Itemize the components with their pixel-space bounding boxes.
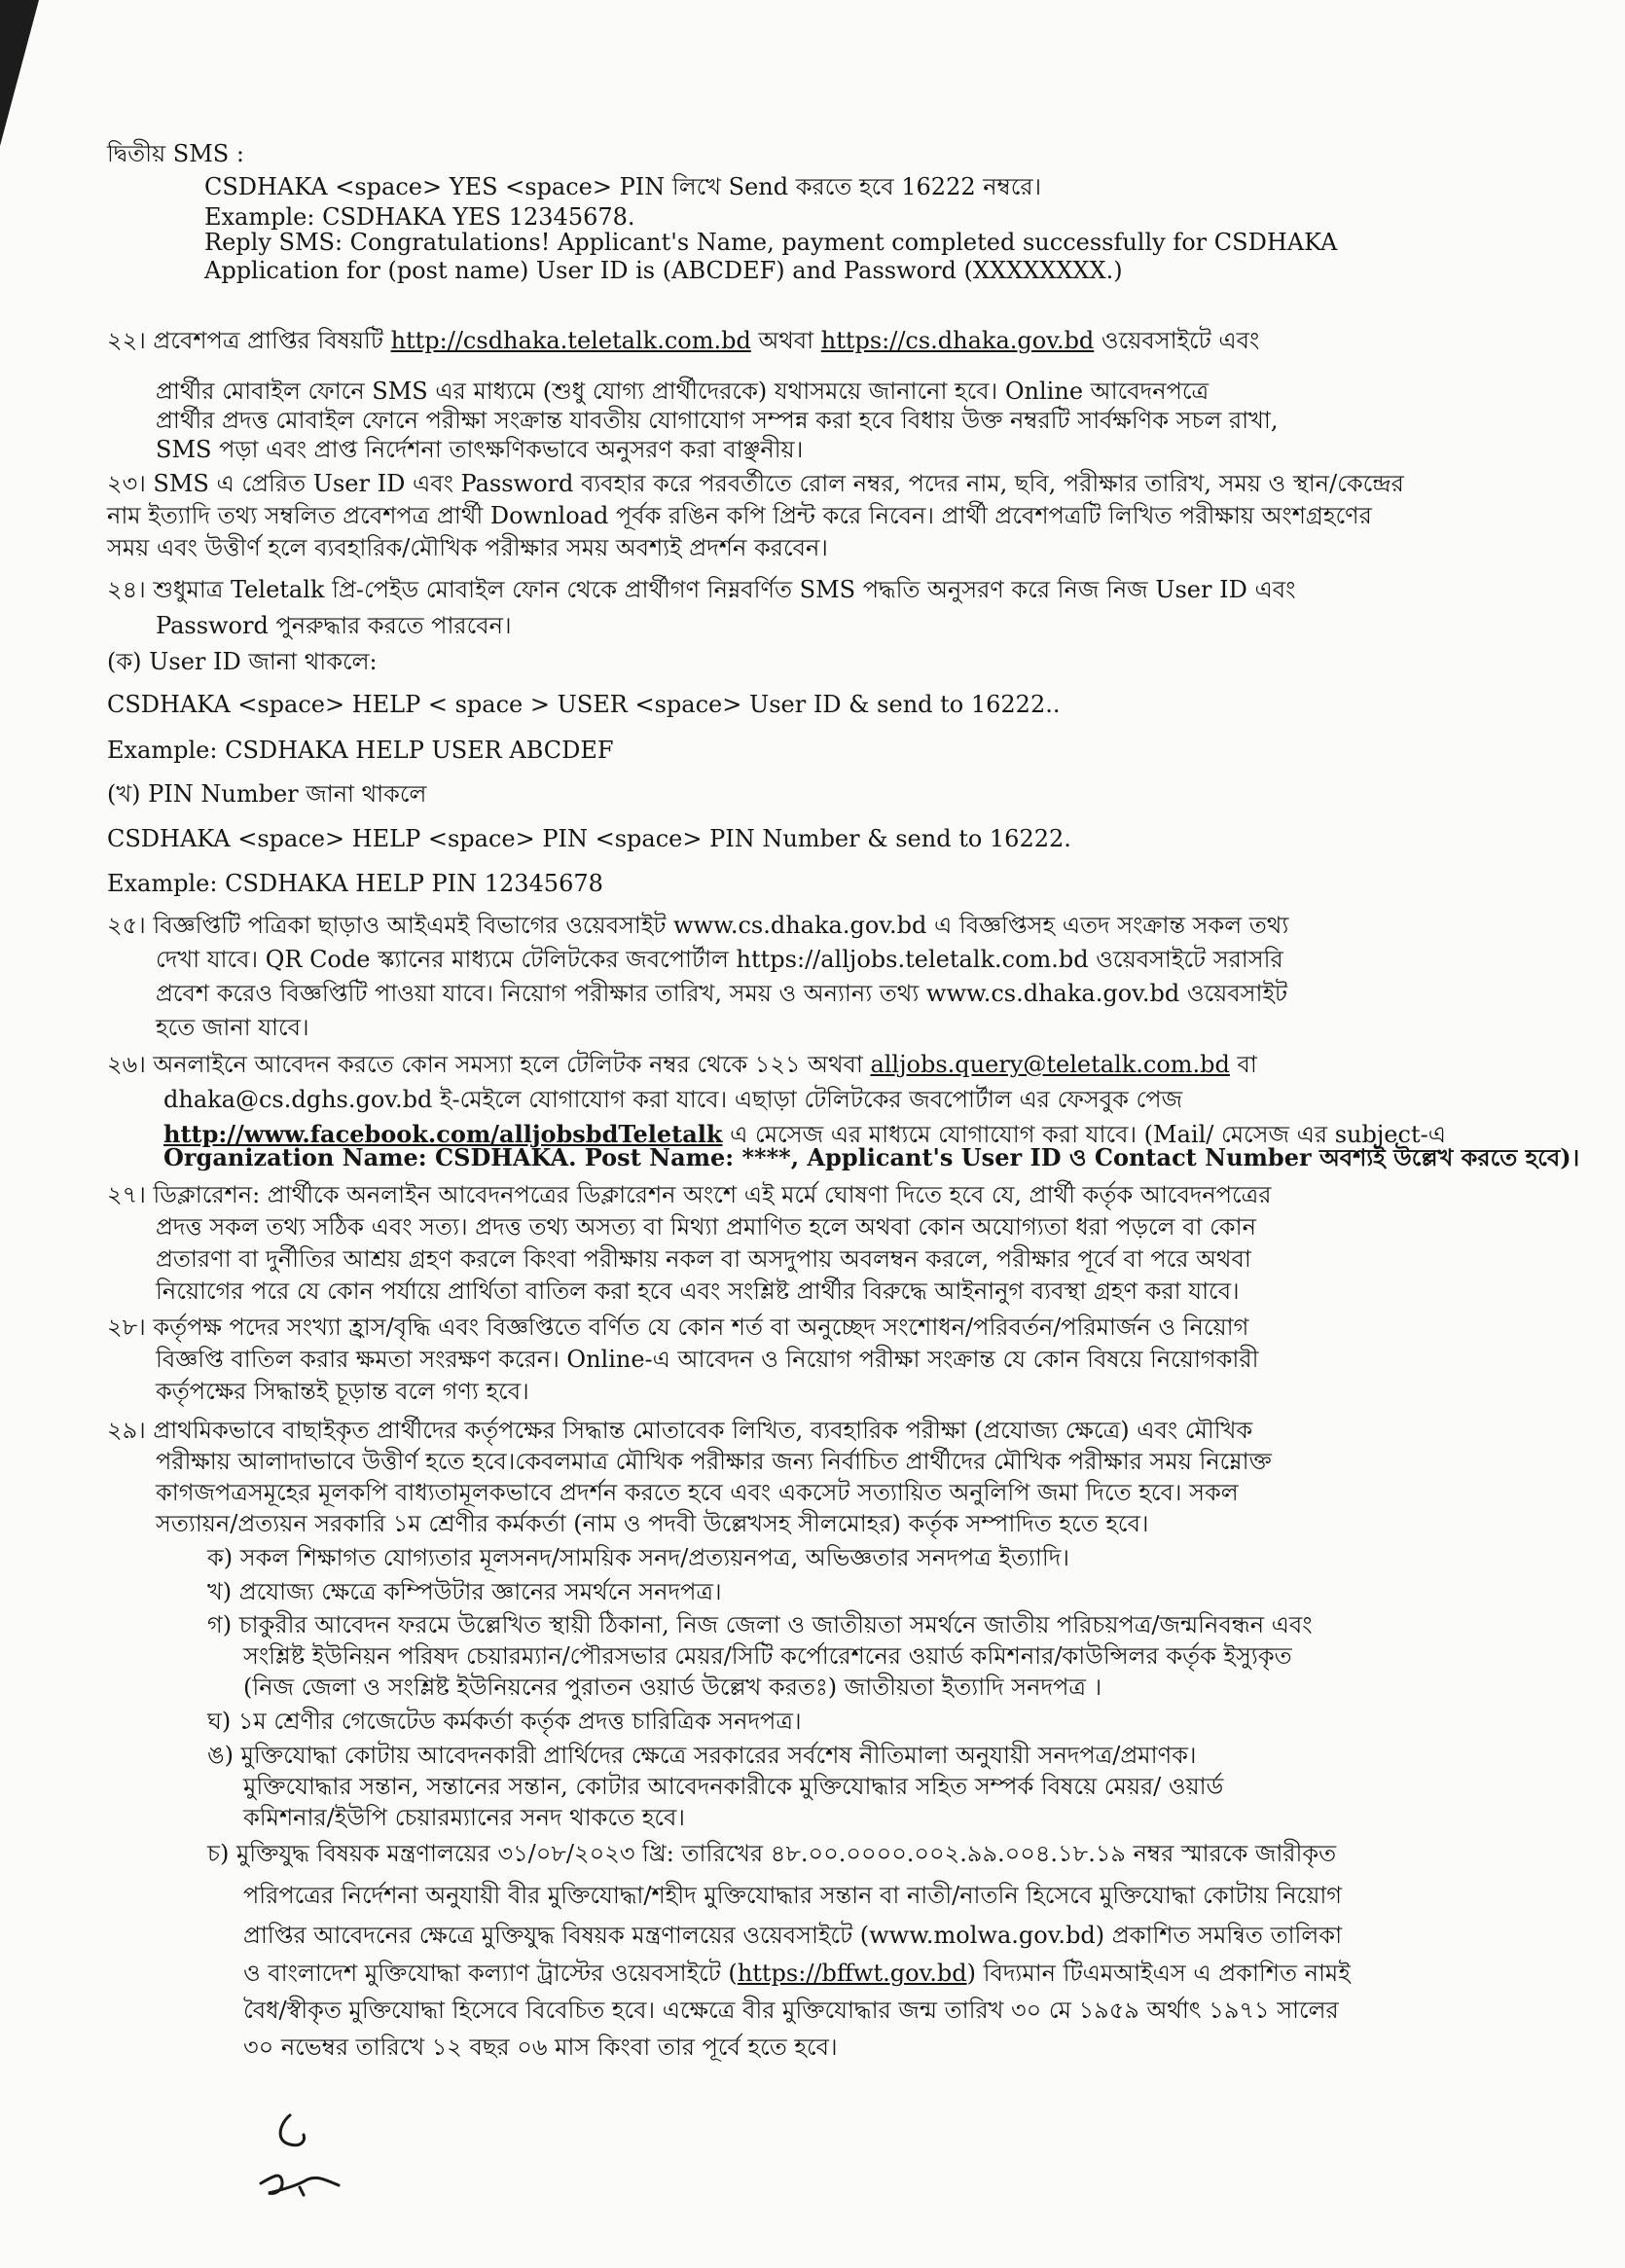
para-22-line3: প্রার্থীর প্রদত্ত মোবাইল ফোনে পরীক্ষা সংক্রান্ত যাবতীয় যোগাযোগ সম্পন্ন করা হবে বিধায় উক্ত নম্বরটি সার্বক্ষণিক সচল রাখা, [156, 407, 1279, 434]
para-29-line4: সত্যায়ন/প্রত্যয়ন সরকারি ১ম শ্রেণীর কর্মকর্তা (নাম ও পদবী উল্লেখসহ সীলমোহর) কর্তৃক সম্পাদিত হতে হবে। [156, 1510, 1149, 1537]
para-26-line4: Organization Name: CSDHAKA. Post Name: ****, Applicant's User ID ও Contact Number অবশ্যই উল্লেখ করতে হবে)। [163, 1143, 1580, 1171]
csdhaka-teletalk-link[interactable]: http://csdhaka.teletalk.com.bd [390, 327, 751, 354]
para-24-ka-heading: (ক) User ID জানা থাকলে: [107, 648, 378, 675]
para-26-line2: dhaka@cs.dghs.gov.bd ই-মেইলে যোগাযোগ করা যাবে। এছাড়া টেলিটকের জবপোর্টাল এর ফেসবুক পেজ [163, 1086, 1183, 1113]
scan-corner-shadow [0, 0, 39, 146]
para-29-line3: কাগজপত্রসমূহের মূলকপি বাধ্যতামূলকভাবে প্রদর্শন করতে হবে এবং একসেট সত্যায়িত অনুলিপি জমা দিতে হবে। সকল [156, 1479, 1239, 1506]
para-29-item-ga-line1: গ) চাকুরীর আবেদন ফরমে উল্লেখিত স্থায়ী ঠিকানা, নিজ জেলা ও জাতীয়তা সমর্থনে জাতীয় পরিচয়পত্র/জন্মনিবন্ধন এবং [207, 1611, 1313, 1638]
para-25-line2: দেখা যাবে। QR Code স্ক্যানের মাধ্যমে টেলিটকের জবপোর্টাল https://alljobs.teletalk.com.bd ওয়েবসাইটে সরাসরি [156, 946, 1283, 973]
para-28-line3: কর্তৃপক্ষের সিদ্ধান্তই চূড়ান্ত বলে গণ্য হবে। [156, 1378, 529, 1405]
second-sms-heading: দ্বিতীয় SMS : [107, 140, 244, 167]
second-sms-example: Example: CSDHAKA YES 12345678. [204, 203, 635, 231]
para-22-line2: প্রার্থীর মোবাইল ফোনে SMS এর মাধ্যমে (শুধু যোগ্য প্রার্থীদেরকে) যথাসময়ে জানানো হবে। Online আবেদনপত্রে [156, 378, 1210, 405]
para-24-ka-sms-format: CSDHAKA <space> HELP < space > USER <space> User ID & send to 16222.. [107, 691, 1061, 718]
alljobs-query-email-link[interactable]: alljobs.query@teletalk.com.bd [870, 1051, 1230, 1078]
para-29-item-ga-line2: সংশ্লিষ্ট ইউনিয়ন পরিষদ চেয়ারম্যান/পৌরসভার মেয়র/সিটি কর্পোরেশনের ওয়ার্ড কমিশনার/কাউন্সিলর কর্তৃক ইস্যুকৃত [243, 1642, 1292, 1670]
para-29-item-cha-line3: প্রাপ্তির আবেদনের ক্ষেত্রে মুক্তিযুদ্ধ বিষয়ক মন্ত্রণালয়ের ওয়েবসাইটে (www.molwa.gov.bd) প্রকাশিত সমন্বিত তালিকা [243, 1922, 1343, 1949]
second-sms-format: CSDHAKA <space> YES <space> PIN লিখে Send করতে হবে 16222 নম্বরে। [204, 173, 1042, 200]
bffwt-link[interactable]: https://bffwt.gov.bd [737, 1960, 967, 1987]
para-29-item-uo-line2: মুক্তিযোদ্ধার সন্তান, সন্তানের সন্তান, কোটার আবেদনকারীকে মুক্তিযোদ্ধার সহিত সম্পর্ক বিষয়ে মেয়র/ ওয়ার্ড [243, 1773, 1224, 1800]
para-29-item-uo-line1: ঙ) মুক্তিযোদ্ধা কোটায় আবেদনকারী প্রার্থিদের ক্ষেত্রে সরকারের সর্বশেষ নীতিমালা অনুযায়ী সনদপত্র/প্রমাণক। [207, 1742, 1197, 1769]
para-24-kha-sms-format: CSDHAKA <space> HELP <space> PIN <space> PIN Number & send to 16222. [107, 825, 1071, 852]
para-29-item-cha-line5: বৈধ/স্বীকৃত মুক্তিযোদ্ধা হিসেবে বিবেচিত হবে। এক্ষেত্রে বীর মুক্তিযোদ্ধার জন্ম তারিখ ৩০ মে ১৯৫৯ অর্থাৎ ১৯৭১ সালের [243, 1997, 1339, 2024]
para-26-line3: http://www.facebook.com/alljobsbdTeletalk এ মেসেজ এর মাধ্যমে যোগাযোগ করা যাবে। (Mail/ মেসেজ এর subject-এ [163, 1120, 1446, 1148]
para-23-line3: সময় এবং উত্তীর্ণ হলে ব্যবহারিক/মৌখিক পরীক্ষার সময় অবশ্যই প্রদর্শন করবেন। [107, 534, 828, 561]
para-27-line3: প্রতারণা বা দুর্নীতির আশ্রয় গ্রহণ করলে কিংবা পরীক্ষায় নকল বা অসদুপায় অবলম্বন করলে, পরীক্ষার পূর্বে বা পরে অথবা [156, 1245, 1251, 1273]
para-29-line2: পরীক্ষায় আলাদাভাবে উত্তীর্ণ হতে হবে।কেবলমাত্র মৌখিক পরীক্ষার জন্য নির্বাচিত প্রার্থীদের মৌখিক পরীক্ষার সময় নিম্নোক্ত [156, 1448, 1272, 1475]
para-26-line1: ২৬। অনলাইনে আবেদন করতে কোন সমস্যা হলে টেলিটক নম্বর থেকে ১২১ অথবা alljobs.query@teletalk.com.bd বা [107, 1051, 1257, 1078]
facebook-page-link[interactable]: http://www.facebook.com/alljobsbdTeletalk [163, 1120, 723, 1148]
para-29-item-cha-line6: ৩০ নভেম্বর তারিখে ১২ বছর ০৬ মাস কিংবা তার পূর্বে হতে হবে। [243, 2034, 838, 2061]
para-23-line2: নাম ইত্যাদি তথ্য সম্বলিত প্রবেশপত্র প্রার্থী Download পূর্বক রঙিন কপি প্রিন্ট করে নিবেন। প্রার্থী প্রবেশপত্রটি লিখিত পরীক্ষায় অংশগ্রহণের [107, 502, 1372, 529]
para-24-ka-example: Example: CSDHAKA HELP USER ABCDEF [107, 737, 614, 764]
para-29-item-cha-line2: পরিপত্রের নির্দেশনা অনুযায়ী বীর মুক্তিযোদ্ধা/শহীদ মুক্তিযোদ্ধার সন্তান বা নাতী/নাতনি হিসেবে মুক্তিযোদ্ধা কোটায় নিয়োগ [243, 1882, 1343, 1909]
para-24-line1: ২৪। শুধুমাত্র Teletalk প্রি-পেইড মোবাইল ফোন থেকে প্রার্থীগণ নিম্নবর্ণিত SMS পদ্ধতি অনুসরণ করে নিজ নিজ User ID এবং [107, 576, 1296, 603]
para-22-line1: ২২। প্রবেশপত্র প্রাপ্তির বিষয়টি http://csdhaka.teletalk.com.bd অথবা https://cs.dhaka.gov.bd ওয়েবসাইটে এবং [107, 327, 1260, 354]
para-29-item-ka: ক) সকল শিক্ষাগত যোগ্যতার মূলসনদ/সাময়িক সনদ/প্রত্যয়নপত্র, অভিজ্ঞতার সনদপত্র ইত্যাদি। [207, 1544, 1069, 1571]
para-27-line4: নিয়োগের পরে যে কোন পর্যায়ে প্রার্থিতা বাতিল করা হবে এবং সংশ্লিষ্ট প্রার্থীর বিরুদ্ধে আইনানুগ ব্যবস্থা গ্রহণ করা যাবে। [156, 1278, 1240, 1305]
para-23-line1: ২৩। SMS এ প্রেরিত User ID এবং Password ব্যবহার করে পরবর্তীতে রোল নম্বর, পদের নাম, ছবি, পরীক্ষার তারিখ, সময় ও স্থান/কেন্দ্রের [107, 470, 1404, 497]
para-25-line1: ২৫। বিজ্ঞপ্তিটি পত্রিকা ছাড়াও আইএমই বিভাগের ওয়েবসাইট www.cs.dhaka.gov.bd এ বিজ্ঞপ্তিসহ এতদ সংক্রান্ত সকল তথ্য [107, 912, 1289, 939]
para-28-line2: বিজ্ঞপ্তি বাতিল করার ক্ষমতা সংরক্ষণ করেন। Online-এ আবেদন ও নিয়োগ পরীক্ষা সংক্রান্ত যে কোন বিষয়ে নিয়োগকারী [156, 1346, 1259, 1373]
para-24-kha-example: Example: CSDHAKA HELP PIN 12345678 [107, 870, 603, 897]
para-25-line4: হতে জানা যাবে। [156, 1014, 309, 1041]
para-27-line2: প্রদত্ত সকল তথ্য সঠিক এবং সত্য। প্রদত্ত তথ্য অসত্য বা মিথ্যা প্রমাণিত হলে অথবা কোন অযোগ্যতা ধরা পড়লে বা কোন [156, 1213, 1256, 1241]
para-29-item-ga-line3: (নিজ জেলা ও সংশ্লিষ্ট ইউনিয়নের পুরাতন ওয়ার্ড উল্লেখ করতঃ) জাতীয়তা ইত্যাদি সনদপত্র । [243, 1674, 1102, 1701]
para-29-item-cha-line4: ও বাংলাদেশ মুক্তিযোদ্ধা কল্যাণ ট্রাস্টের ওয়েবসাইটে (https://bffwt.gov.bd) বিদ্যমান টিএমআইএস এ প্রকাশিত নামই [243, 1960, 1351, 1987]
signature-mark [251, 2102, 387, 2209]
second-sms-reply-line2: Application for (post name) User ID is (ABCDEF) and Password (XXXXXXXX.) [204, 257, 1123, 284]
para-29-item-kha: খ) প্রযোজ্য ক্ষেত্রে কম্পিউটার জ্ঞানের সমর্থনে সনদপত্র। [207, 1578, 722, 1605]
second-sms-reply-line1: Reply SMS: Congratulations! Applicant's Name, payment completed successfully for CSDHAKA [204, 229, 1338, 256]
para-29-item-uo-line3: কমিশনার/ইউপি চেয়ারম্যানের সনদ থাকতে হবে। [243, 1804, 685, 1831]
para-29-line1: ২৯। প্রাথমিকভাবে বাছাইকৃত প্রার্থীদের কর্তৃপক্ষের সিদ্ধান্ত মোতাবেক লিখিত, ব্যবহারিক পরীক্ষা (প্রযোজ্য ক্ষেত্রে) এবং মৌখিক [107, 1417, 1253, 1444]
para-25-line3: প্রবেশ করেও বিজ্ঞপ্তিটি পাওয়া যাবে। নিয়োগ পরীক্ষার তারিখ, সময় ও অন্যান্য তথ্য www.cs.dhaka.gov.bd ওয়েবসাইট [156, 980, 1288, 1007]
para-27-line1: ২৭। ডিক্লারেশন: প্রার্থীকে অনলাইন আবেদনপত্রের ডিক্লারেশন অংশে এই মর্মে ঘোষণা দিতে হবে যে, প্রার্থী কর্তৃক আবেদনপত্রের [107, 1181, 1272, 1208]
para-22-line4: SMS পড়া এবং প্রাপ্ত নির্দেশনা তাৎক্ষণিকভাবে অনুসরণ করা বাঞ্ছনীয়। [156, 436, 804, 463]
para-29-item-cha-line1: চ) মুক্তিযুদ্ধ বিষয়ক মন্ত্রণালয়ের ৩১/০৮/২০২৩ খ্রি: তারিখের ৪৮.০০.০০০০.০০২.৯৯.০০৪.১৮.১৯ নম্বর স্মারকে জারীকৃত [207, 1840, 1337, 1867]
cs-dhaka-gov-link[interactable]: https://cs.dhaka.gov.bd [820, 327, 1095, 354]
para-29-item-gha: ঘ) ১ম শ্রেণীর গেজেটেড কর্মকর্তা কর্তৃক প্রদত্ত চারিত্রিক সনদপত্র। [207, 1708, 802, 1735]
para-24-line2: Password পুনরুদ্ধার করতে পারবেন। [156, 612, 512, 639]
para-24-kha-heading: (খ) PIN Number জানা থাকলে [107, 780, 427, 808]
para-28-line1: ২৮। কর্তৃপক্ষ পদের সংখ্যা হ্রাস/বৃদ্ধি এবং বিজ্ঞপ্তিতে বর্ণিত যে কোন শর্ত বা অনুচ্ছেদ সংশোধন/পরিবর্তন/পরিমার্জন ও নিয়োগ [107, 1314, 1249, 1341]
